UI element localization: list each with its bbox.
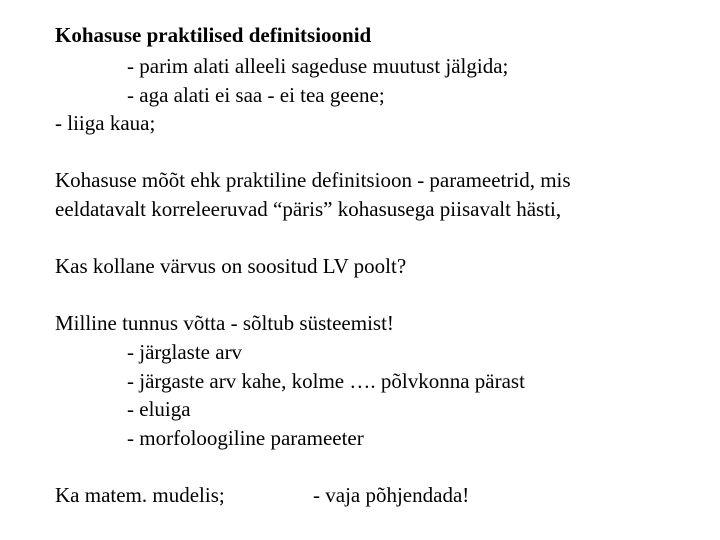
definition-line-2: eeldatavalt korreleeruvad “päris” kohasusega piisavalt hästi, (55, 197, 562, 221)
list-item: - aga alati ei saa - ei tea geene; (127, 83, 385, 107)
model-note-left: Ka matem. mudelis; (55, 483, 225, 507)
definition-line-1: Kohasuse mõõt ehk praktiline definitsioon - parameetrid, mis (55, 168, 571, 192)
list-item: - eluiga (127, 397, 191, 421)
section-title: Kohasuse praktilised definitsioonid (55, 23, 372, 47)
model-note-right: - vaja põhjendada! (313, 483, 470, 507)
list-item: - järgaste arv kahe, kolme …. põlvkonna pärast (127, 369, 525, 393)
trait-heading: Milline tunnus võtta - sõltub süsteemist! (55, 311, 394, 335)
question-line: Kas kollane värvus on soositud LV poolt? (55, 254, 407, 278)
list-item: - järglaste arv (127, 340, 243, 364)
list-item: - morfoloogiline parameeter (127, 426, 364, 450)
note-line: - liiga kaua; (55, 111, 156, 135)
list-item: - parim alati alleeli sageduse muutust jälgida; (127, 54, 509, 78)
